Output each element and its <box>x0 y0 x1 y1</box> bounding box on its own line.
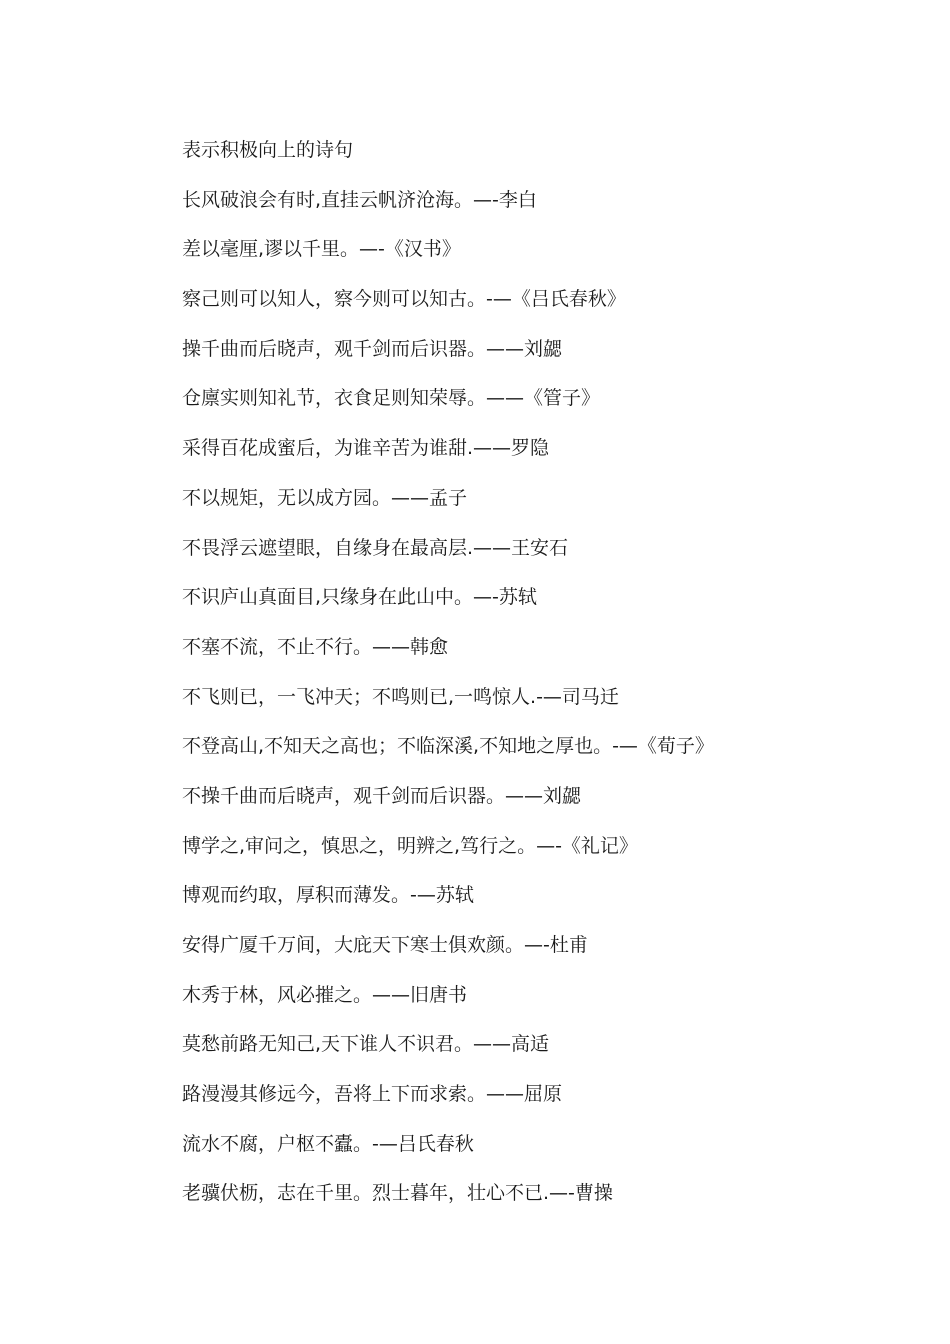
poem-line: 不飞则已，一飞冲天；不鸣则已,一鸣惊人.-—司马迁 <box>182 685 619 708</box>
poem-line: 长风破浪会有时,直挂云帆济沧海。—-李白 <box>182 188 537 211</box>
poem-list <box>182 186 902 1208</box>
poem-line: 差以毫厘,谬以千里。—-《汉书》 <box>182 238 461 261</box>
poem-line: 木秀于林，风必摧之。——旧唐书 <box>182 983 468 1006</box>
document-body <box>182 136 902 1229</box>
poem-line: 不登高山,不知天之高也；不临深溪,不知地之厚也。-—《荀子》 <box>182 735 714 758</box>
poem-line: 路漫漫其修远今，吾将上下而求索。——屈原 <box>182 1083 563 1106</box>
poem-line: 博观而约取，厚积而薄发。-—苏轼 <box>182 884 474 907</box>
poem-line: 不以规矩，无以成方园。——孟子 <box>182 486 468 509</box>
poem-line: 仓廪实则知礼节，衣食足则知荣辱。——《管子》 <box>182 387 601 410</box>
poem-line: 莫愁前路无知己,天下谁人不识君。——高适 <box>182 1033 550 1056</box>
poem-line: 博学之,审问之，慎思之，明辨之,笃行之。—-《礼记》 <box>182 834 638 857</box>
poem-line: 察己则可以知人，察今则可以知古。-—《吕氏春秋》 <box>182 288 626 311</box>
poem-line: 操千曲而后晓声，观千剑而后识器。——刘勰 <box>182 337 563 360</box>
poem-line: 不塞不流，不止不行。——韩愈 <box>182 635 449 658</box>
poem-line: 安得广厦千万间，大庇天下寒士俱欢颜。—-杜甫 <box>182 934 588 956</box>
document-title: 表示积极向上的诗句 <box>182 139 354 161</box>
poem-line: 采得百花成蜜后，为谁辛苦为谁甜.——罗隐 <box>182 437 550 460</box>
poem-line: 老骥伏枥，志在千里。烈士暮年，壮心不已.—-曹操 <box>182 1182 613 1205</box>
poem-line: 不操千曲而后晓声，观千剑而后识器。——刘勰 <box>182 784 582 807</box>
poem-line: 不识庐山真面目,只缘身在此山中。—-苏轼 <box>182 586 537 609</box>
poem-line: 不畏浮云遮望眼，自缘身在最高层.——王安石 <box>182 536 569 559</box>
poem-line: 流水不腐，户枢不蠹。-—吕氏春秋 <box>182 1132 474 1155</box>
